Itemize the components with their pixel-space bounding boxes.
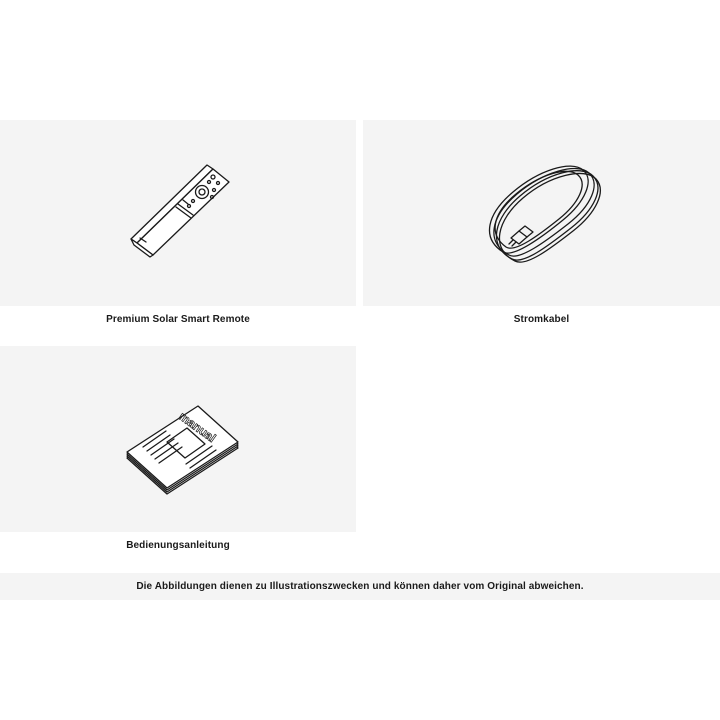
accessory-card-cable bbox=[363, 120, 720, 326]
disclaimer-text: Die Abbildungen dienen zu Illustrationszwecken und können daher vom Original abweichen. bbox=[136, 581, 584, 592]
accessory-label: Premium Solar Smart Remote bbox=[106, 314, 250, 325]
accessory-image-panel bbox=[0, 120, 356, 306]
disclaimer-bar bbox=[0, 573, 720, 600]
remote-control-icon bbox=[0, 120, 356, 306]
accessory-label: Stromkabel bbox=[513, 314, 570, 325]
accessory-label: Bedienungsanleitung bbox=[126, 540, 230, 551]
accessory-card-manual bbox=[0, 346, 356, 552]
accessory-image-panel bbox=[363, 120, 720, 306]
accessory-image-panel bbox=[0, 346, 356, 532]
manual-booklet-icon bbox=[0, 346, 356, 532]
accessory-card-remote bbox=[0, 120, 356, 326]
manual-cover-text: manual bbox=[176, 409, 219, 446]
power-cable-icon bbox=[363, 120, 720, 306]
